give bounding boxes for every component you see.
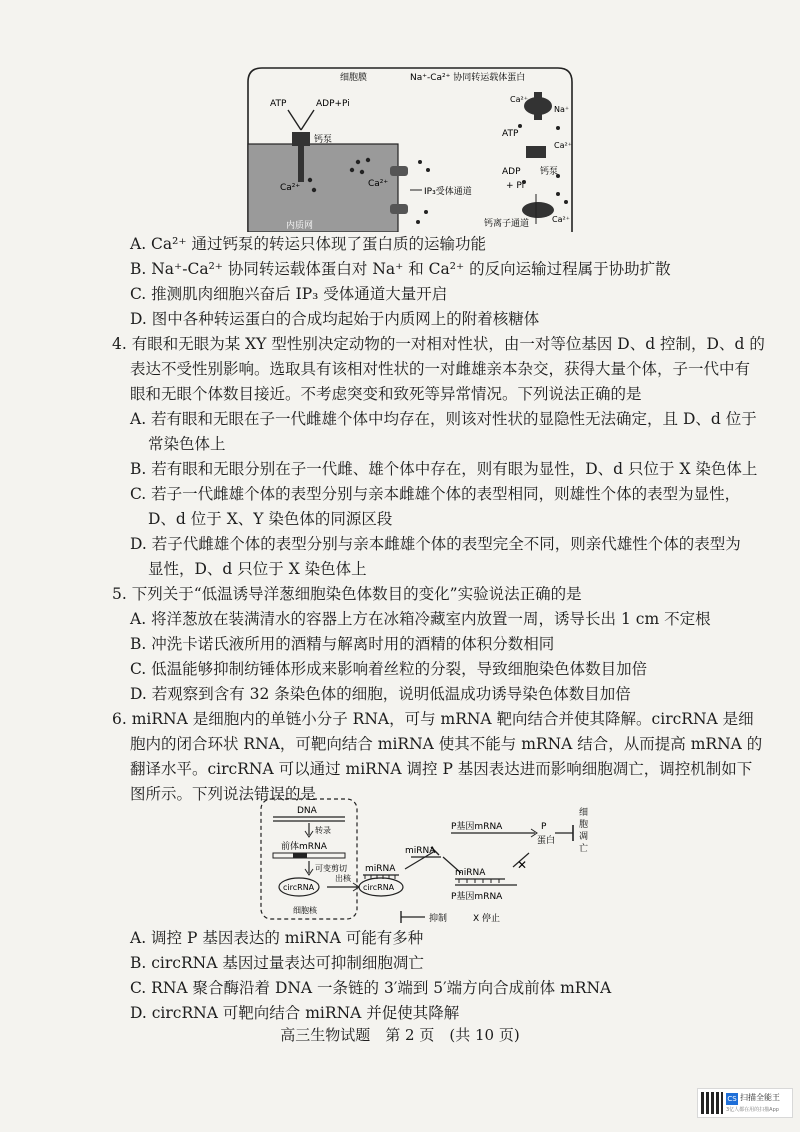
- page-footer: 高三生物试题 第 2 页 (共 10 页): [280, 1026, 520, 1044]
- adp-right-label: ADP: [502, 167, 521, 177]
- apoptosis-char-3: 凋: [579, 832, 589, 842]
- ca-in-label-2: Ca²⁺: [368, 179, 389, 189]
- q5-stem: 5. 下列关于“低温诱导洋葱细胞染色体数目的变化”实验说法正确的是: [112, 585, 582, 603]
- scanner-watermark: [697, 1088, 793, 1118]
- dna-label: DNA: [297, 806, 317, 816]
- adp-left-label: ADP+Pi: [316, 99, 350, 109]
- q5-option-a: A. 将洋葱放在装满清水的容器上方在冰箱冷藏室内放置一周，诱导长出 1 cm 不定根: [130, 610, 711, 628]
- q4-option-a-line-1: A. 若有眼和无眼在子一代雌雄个体中均存在，则该对性状的显隐性无法确定，且 D、d 位于: [130, 410, 757, 428]
- q3-option-d: D. 图中各种转运蛋白的合成均起始于内质网上的附着核糖体: [130, 310, 540, 328]
- q6-option-d: D. circRNA 可靶向结合 miRNA 并促使其降解: [130, 1004, 460, 1022]
- p-protein-label-2: 蛋白: [537, 836, 556, 846]
- p-protein-label-1: P: [541, 822, 547, 832]
- mirna-regulation-diagram: [255, 795, 605, 930]
- q4-option-b: B. 若有眼和无眼分别在子一代雌、雄个体中存在，则有眼为显性，D、d 只位于 X 染色体上: [130, 460, 758, 478]
- circrna-outside-label: circRNA: [363, 883, 395, 892]
- q6-option-c: C. RNA 聚合酶沿着 DNA 一条链的 3′端到 5′端方向合成前体 mRNA: [130, 979, 612, 997]
- nucleus-label: 细胞核: [293, 906, 317, 915]
- mirna-bound-label: miRNA: [365, 864, 396, 874]
- q5-option-c: C. 低温能够抑制纺锤体形成来影响着丝粒的分裂，导致细胞染色体数目加倍: [130, 660, 648, 678]
- q4-option-d-line-1: D. 若子代雌雄个体的表型分别与亲本雌雄个体的表型完全不同，则亲代雄性个体的表型为: [130, 535, 741, 553]
- p-mrna-top-label: P基因mRNA: [451, 822, 503, 832]
- q4-option-c-line-1: C. 若子一代雌雄个体的表型分别与亲本雌雄个体的表型相同，则雄性个体的表型为显性，: [130, 485, 741, 503]
- mirna-free-label: miRNA: [405, 846, 436, 856]
- ip3-label: IP₃受体通道: [424, 187, 472, 197]
- camscanner-logo-icon: CS: [727, 1095, 737, 1103]
- ca-right-top-label: Ca²⁺: [510, 95, 528, 104]
- circrna-inside-label: circRNA: [283, 883, 315, 892]
- export-label: 出核: [335, 874, 351, 883]
- scanner-title: 扫描全能王: [740, 1093, 780, 1102]
- legend-stop-label: X 停止: [473, 914, 501, 924]
- apoptosis-char-1: 细: [579, 808, 589, 818]
- ip3-channel: [390, 166, 408, 176]
- transcription-label: 转录: [315, 826, 331, 835]
- q4-stem-line-3: 眼和无眼个体数目接近。不考虑突变和致死等异常情况。下列说法正确的是: [130, 385, 642, 403]
- cotransporter-label: Na⁺-Ca²⁺ 协同转运载体蛋白: [410, 73, 526, 83]
- membrane-label: 细胞膜: [340, 73, 368, 83]
- q6-stem-line-1: 6. miRNA 是细胞内的单链小分子 RNA，可与 mRNA 靶向结合并使其降解。circRNA 是细: [112, 710, 754, 728]
- q4-option-d-line-2: 显性，D、d 只位于 X 染色体上: [148, 560, 367, 578]
- ca-right-bottom-label: Ca²⁺: [552, 215, 570, 224]
- q6-stem-line-4: 图所示。下列说法错误的是: [130, 785, 317, 803]
- splicing-label: 可变剪切: [315, 864, 347, 873]
- pi-right-label: + Pi: [506, 181, 525, 191]
- q5-option-d: D. 若观察到含有 32 条染色体的细胞，说明低温成功诱导染色体数目加倍: [130, 685, 631, 703]
- calcium-channel: [522, 202, 554, 218]
- apoptosis-char-4: 亡: [579, 844, 589, 854]
- legend-inhibit-label: 抑制: [429, 914, 448, 924]
- q3-option-b: B. Na⁺-Ca²⁺ 协同转运载体蛋白对 Na⁺ 和 Ca²⁺ 的反向运输过程属于协助扩散: [130, 260, 671, 278]
- q6-stem-line-3: 翻译水平。circRNA 可以通过 miRNA 调控 P 基因表达进而影响细胞凋亡，调控机制如下: [130, 760, 753, 778]
- qr-code-icon: [701, 1092, 723, 1114]
- atp-right-label: ATP: [502, 129, 519, 139]
- ca-in-label-1: Ca²⁺: [280, 183, 301, 193]
- q3-option-a: A. Ca²⁺ 通过钙泵的转运只体现了蛋白质的运输功能: [130, 235, 486, 253]
- pump-left-label: 钙泵: [314, 135, 333, 145]
- q4-stem-line-1: 4. 有眼和无眼为某 XY 型性别决定动物的一对相对性状，由一对等位基因 D、d 控制，D、d 的: [112, 335, 765, 353]
- q6-option-b: B. circRNA 基因过量表达可抑制细胞凋亡: [130, 954, 424, 972]
- pre-mrna-label: 前体mRNA: [281, 842, 327, 852]
- mirna-bottom-label: miRNA: [455, 868, 486, 878]
- q5-option-b: B. 冲洗卡诺氏液所用的酒精与解离时用的酒精的体积分数相同: [130, 635, 555, 653]
- p-mrna-bottom-label: P基因mRNA: [451, 892, 503, 902]
- q6-option-a: A. 调控 P 基因表达的 miRNA 可能有多种: [130, 929, 424, 947]
- na-right-label: Na⁺: [554, 105, 570, 114]
- q4-stem-line-2: 表达不受性别影响。选取具有该相对性状的一对雌雄亲本杂交，获得大量个体，子一代中有: [130, 360, 751, 378]
- apoptosis-char-2: 胞: [579, 820, 589, 830]
- pump-right-label: 钙泵: [540, 167, 559, 177]
- channel-label: 钙离子通道: [484, 219, 530, 229]
- er-label: 内质网: [286, 221, 314, 231]
- ca-right-mid-label: Ca²⁺: [554, 141, 572, 150]
- atp-left-label: ATP: [270, 99, 287, 109]
- q4-option-a-line-2: 常染色体上: [148, 435, 226, 453]
- calcium-pump-left: [292, 132, 310, 146]
- stop-mark-icon: ✕: [517, 858, 528, 872]
- membrane-transport-figure: [240, 62, 580, 232]
- calcium-pump-right: [526, 146, 546, 158]
- q6-stem-line-2: 胞内的闭合环状 RNA，可靶向结合 miRNA 使其不能与 mRNA 结合，从而提高 mRNA 的: [130, 735, 763, 753]
- q4-option-c-line-2: D、d 位于 X、Y 染色体的同源区段: [148, 510, 393, 528]
- q3-option-c: C. 推测肌肉细胞兴奋后 IP₃ 受体通道大量开启: [130, 285, 448, 303]
- scanner-subtitle: 3亿人都在用的扫描App: [726, 1107, 779, 1113]
